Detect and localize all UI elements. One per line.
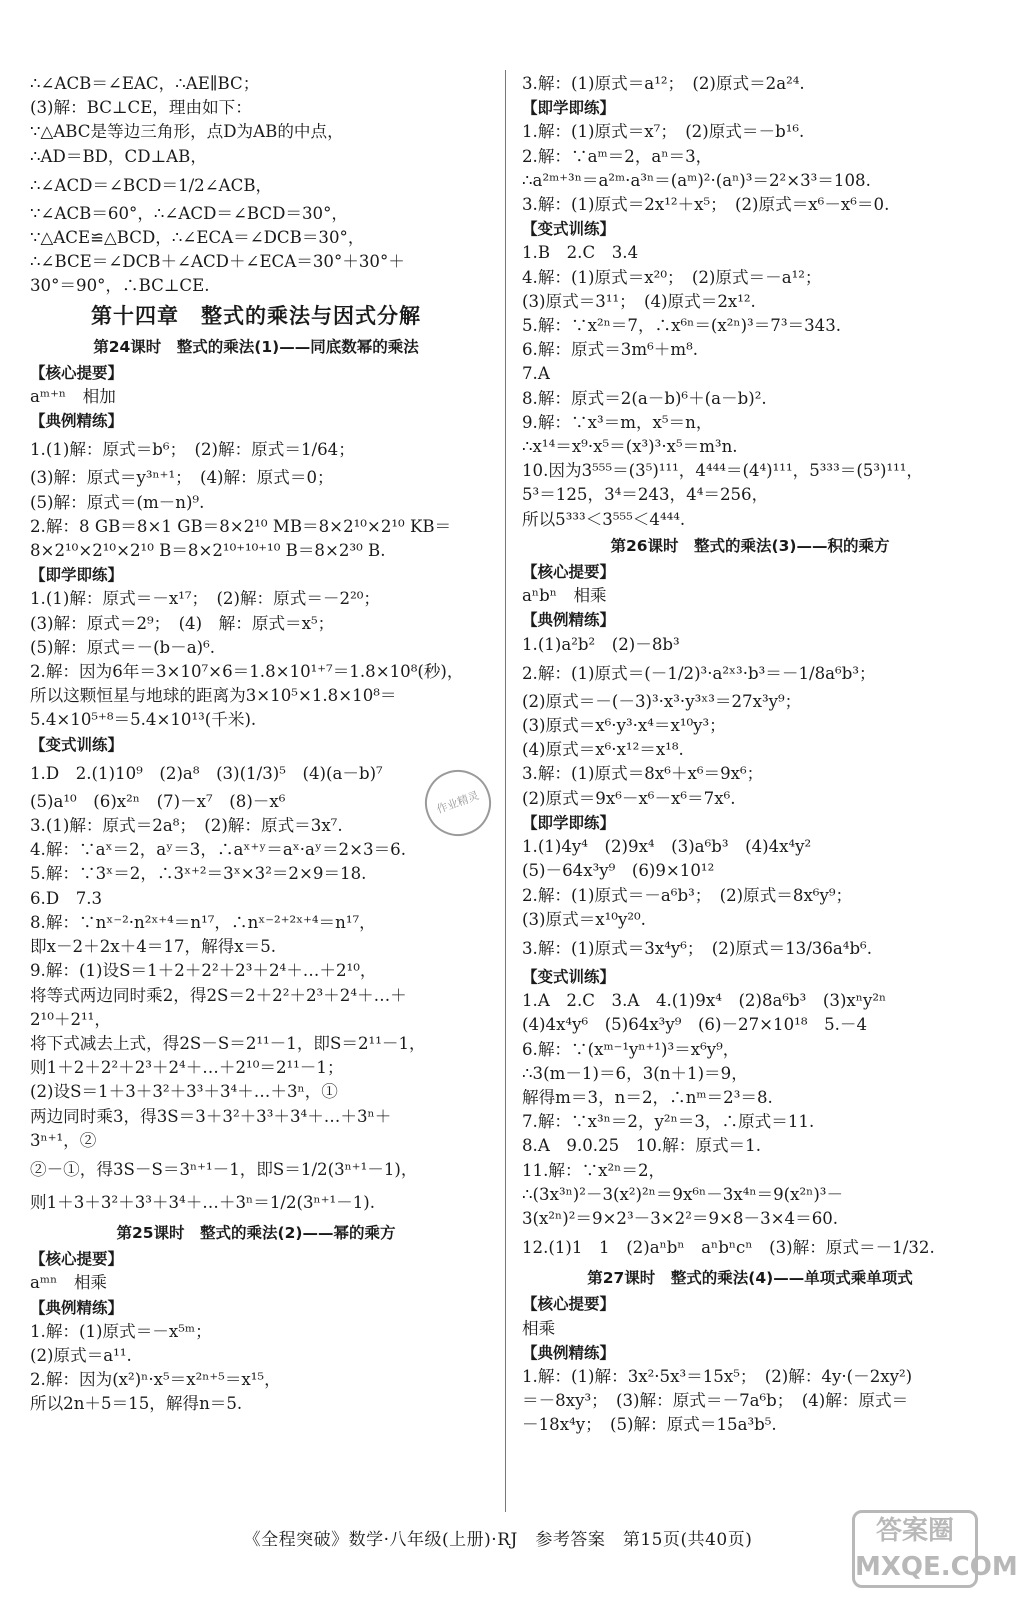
text-line: 3(x²ⁿ)²＝9×2³－3×2²＝9×8－3×4＝60. [522,1208,839,1228]
text-line: 则1＋2＋2²＋2³＋2⁴＋…＋2¹⁰＝2¹¹－1； [30,1058,344,1078]
watermark-text: 答案圈 MXQE.COM [855,1516,1018,1582]
section-heading: 【典例精练】 [522,1343,616,1362]
text-line: 7.A [522,364,550,384]
text-line: 3ⁿ⁺¹，② [30,1130,97,1150]
text-line: 1.解：(1)原式＝－x⁵ᵐ； [30,1321,212,1341]
text-line: 5³＝125，3⁴＝243，4⁴＝256， [522,485,769,505]
text-line: 1.(1)a²b² (2)－8b³ [522,634,680,654]
text-line: ∴(3x³ⁿ)²－3(x²)²ⁿ＝9x⁶ⁿ－3x⁴ⁿ＝9(x²ⁿ)³－ [522,1184,844,1204]
text-line: 即x－2＋2x＋4＝17，解得x＝5. [30,937,277,957]
text-line: ②－①，得3S－S＝3ⁿ⁺¹－1，即S＝1/2(3ⁿ⁺¹－1)， [30,1159,418,1179]
text-line: 将下式减去上式，得2S－S＝2¹¹－1，即S＝2¹¹－1， [30,1033,426,1053]
section-heading: 【变式训练】 [30,735,124,754]
text-line: 2.解：(1)原式＝－a⁶b³； (2)原式＝8x⁶y⁹； [522,885,853,905]
text-line: aᵐⁿ 相乘 [30,1273,108,1293]
text-line: 2.解：(1)原式＝(－1/2)³·a²ˣ³·b³＝－1/8a⁶b³； [522,663,876,683]
text-line: 3.(1)解：原式＝2a⁸； (2)解：原式＝3x⁷. [30,816,343,836]
text-line: 2.解：因为(x²)ⁿ·x⁵＝x²ⁿ⁺⁵＝x¹⁵， [30,1370,281,1390]
text-line: 8.解：∵nˣ⁻²·n²ˣ⁺⁴＝n¹⁷，∴nˣ⁻²⁺²ˣ⁺⁴＝n¹⁷， [30,912,376,932]
section-heading: 【典例精练】 [30,1298,124,1317]
text-line: ∴AD＝BD，CD⊥AB， [30,146,207,166]
text-line: 3.解：(1)原式＝8x⁶＋x⁶＝9x⁶； [522,764,764,784]
text-line: (5)－64x³y⁹ (6)9×10¹² [522,861,715,881]
section-heading: 【典例精练】 [30,412,124,431]
text-line: (3)解：原式＝2⁹； (4) 解：原式＝x⁵； [30,613,335,633]
section-heading: 【核心提要】 [522,1295,616,1314]
text-line: 将等式两边同时乘2，得2S＝2＋2²＋2³＋2⁴＋…＋ [30,985,407,1005]
text-line: 8.A 9.0.25 10.解：原式＝1. [522,1136,761,1156]
text-line: aⁿbⁿ 相乘 [522,586,607,606]
text-line: 30°＝90°，∴BC⊥CE. [30,276,210,296]
section-heading: 【核心提要】 [522,563,616,582]
text-line: 2.解：8 GB＝8×1 GB＝8×2¹⁰ MB＝8×2¹⁰×2¹⁰ KB＝ [30,516,452,536]
text-line: aᵐ⁺ⁿ 相加 [30,387,116,407]
text-line: ∴x¹⁴＝x⁹·x⁵＝(x³)³·x⁵＝m³n. [522,437,738,457]
text-line: 3.解：(1)原式＝a¹²； (2)原式＝2a²⁴. [522,74,805,93]
text-line: 8×2¹⁰×2¹⁰×2¹⁰ B＝8×2¹⁰⁺¹⁰⁺¹⁰ B＝8×2³⁰ B. [30,541,386,561]
text-line: 1.解：(1)原式＝x⁷； (2)原式＝－b¹⁶. [522,122,805,142]
text-line: (2)原式＝a¹¹. [30,1345,132,1365]
text-line: ∴∠BCE＝∠DCB＋∠ACD＋∠ECA＝30°＋30°＋ [30,252,405,272]
text-line: －18x⁴y； (5)解：原式＝15a³b⁵. [522,1415,777,1435]
section-heading: 【核心提要】 [30,363,124,382]
text-line: ∴a²ᵐ⁺³ⁿ＝a²ᵐ·a³ⁿ＝(aᵐ)²·(aⁿ)³＝2²×3³＝108. [522,170,871,190]
text-line: 所以5³³³＜3⁵⁵⁵＜4⁴⁴⁴. [522,509,686,529]
text-line: 6.D 7.3 [30,888,103,908]
text-line: 2.解：因为6年＝3×10⁷×6＝1.8×10¹⁺⁷＝1.8×10⁸(秒)， [30,662,464,682]
text-line: (2)原式＝9x⁶－x⁶－x⁶＝7x⁶. [522,788,736,808]
text-line: (3)原式＝x⁶·y³·x⁴＝x¹⁰y³； [522,716,726,736]
text-line: 2.解：∵aᵐ＝2，aⁿ＝3， [522,146,713,166]
text-line: 所以这颗恒星与地球的距离为3×10⁵×1.8×10⁸＝ [30,686,397,706]
text-line: ∵∠ACB＝60°，∴∠ACD＝∠BCD＝30°， [30,203,348,223]
text-line: 10.因为3⁵⁵⁵＝(3⁵)¹¹¹，4⁴⁴⁴＝(4⁴)¹¹¹，5³³³＝(5³)¹¹¹， [522,461,924,481]
text-line: (5)解：原式＝(m－n)⁹. [30,492,205,512]
text-line: (5)解：原式＝－(b－a)⁶. [30,637,216,657]
text-line: (4)4x⁴y⁶ (5)64x³y⁹ (6)－27×10¹⁸ 5.－4 [522,1015,868,1035]
lesson-title: 第24课时 整式的乘法(1)——同底数幂的乘法 [93,337,419,356]
text-line: 4.解：(1)原式＝x²⁰； (2)原式＝－a¹²； [522,267,822,287]
text-line: (3)解：原式＝y³ⁿ⁺¹； (4)解：原式＝0； [30,468,334,488]
text-line: 1.D 2.(1)10⁹ (2)a⁸ (3)(1/3)⁵ (4)(a－b)⁷ [30,763,383,783]
text-line: ∴∠ACD＝∠BCD＝1/2∠ACB， [30,175,273,195]
text-line: 6.解：∵(xᵐ⁻¹yⁿ⁺¹)³＝x⁶y⁹， [522,1039,740,1059]
text-line: 两边同时乘3，得3S＝3＋3²＋3³＋3⁴＋…＋3ⁿ＋ [30,1106,392,1126]
text-line: 11.解：∵x²ⁿ＝2， [522,1160,666,1180]
text-line: ∵△ABC是等边三角形，点D为AB的中点， [30,122,344,142]
text-line: 1.A 2.C 3.A 4.(1)9x⁴ (2)8a⁶b³ (3)xⁿy²ⁿ [522,991,887,1011]
lesson-title: 第26课时 整式的乘法(3)——积的乘方 [610,536,890,555]
text-line: 1.(1)解：原式＝b⁶； (2)解：原式＝1/64； [30,440,355,460]
text-line: 8.解：原式＝2(a－b)⁶＋(a－b)². [522,388,767,408]
text-line: 7.解：∵x³ⁿ＝2，y²ⁿ＝3，∴原式＝11. [522,1112,815,1132]
text-line: (4)原式＝x⁶·x¹²＝x¹⁸. [522,740,684,760]
text-line: ＝－8xy³； (3)解：原式＝－7a⁶b； (4)解：原式＝ [522,1391,909,1411]
stamp-text: 作业精灵 [434,788,481,817]
text-line: (5)a¹⁰ (6)x²ⁿ (7)－x⁷ (8)－x⁶ [30,791,286,811]
right-column [522,72,978,1438]
column-divider [505,70,506,1512]
text-line: ∵△ACE≌△BCD，∴∠ECA＝∠DCB＝30°， [30,228,365,248]
text-line: 5.4×10⁵⁺⁸＝5.4×10¹³(千米). [30,710,257,730]
page-footer: 《全程突破》数学·八年级(上册)·RJ 参考答案 第15页(共40页) [243,1530,753,1550]
text-line: 5.解：∵3ˣ＝2，∴3ˣ⁺²＝3ˣ×3²＝2×9＝18. [30,864,367,884]
text-line: 6.解：原式＝3m⁶＋m⁸. [522,340,699,360]
text-line: (3)原式＝3¹¹； (4)原式＝2x¹². [522,291,756,311]
section-heading: 【核心提要】 [30,1250,124,1269]
text-line: 12.(1)1 1 (2)aⁿbⁿ aⁿbⁿcⁿ (3)解：原式＝－1/32. [522,1238,935,1258]
section-heading: 【即学即练】 [30,566,124,585]
text-line: ∴3(m－1)＝6，3(n＋1)＝9， [522,1063,748,1083]
text-line: 9.解：(1)设S＝1＋2＋2²＋2³＋2⁴＋…＋2¹⁰， [30,961,377,981]
chapter-title: 第十四章 整式的乘法与因式分解 [91,303,421,328]
text-line: 1.(1)4y⁴ (2)9x⁴ (3)a⁶b³ (4)4x⁴y² [522,837,812,857]
text-line: 则1＋3＋3²＋3³＋3⁴＋…＋3ⁿ＝1/2(3ⁿ⁺¹－1). [30,1192,376,1212]
text-line: 3.解：(1)原式＝2x¹²＋x⁵； (2)原式＝x⁶－x⁶＝0. [522,195,890,215]
text-line: ∴∠ACB＝∠EAC，∴AE∥BC； [30,74,260,93]
section-heading: 【典例精练】 [522,611,616,630]
text-line: (2)原式＝－(－3)³·x³·y³ˣ³＝27x³y⁹； [522,691,802,711]
text-line: 3.解：(1)原式＝3x⁴y⁶； (2)原式＝13/36a⁴b⁶. [522,938,872,958]
text-line: 9.解：∵x³＝m，x⁵＝n， [522,412,713,432]
text-line: 1.(1)解：原式＝－x¹⁷； (2)解：原式＝－2²⁰； [30,589,380,609]
text-line: 1.解：(1)解：3x²·5x³＝15x⁵； (2)解：4y·(－2xy²) [522,1366,913,1386]
text-line: 5.解：∵x²ⁿ＝7，∴x⁶ⁿ＝(x²ⁿ)³＝7³＝343. [522,316,842,336]
left-column [30,72,482,1417]
section-heading: 【变式训练】 [522,220,616,239]
lesson-title: 第25课时 整式的乘法(2)——幂的乘方 [116,1223,396,1242]
text-line: 解得m＝3，n＝2，∴nᵐ＝2³＝8. [522,1087,773,1107]
text-line: (3)解：BC⊥CE，理由如下： [30,98,252,118]
section-heading: 【变式训练】 [522,967,616,986]
text-line: 2¹⁰＋2¹¹， [30,1009,111,1029]
text-line: (3)原式＝x¹⁰y²⁰. [522,909,646,929]
text-line: 1.B 2.C 3.4 [522,243,639,263]
text-line: 4.解：∵aˣ＝2，aʸ＝3，∴aˣ⁺ʸ＝aˣ·aʸ＝2×3＝6. [30,840,407,860]
lesson-title: 第27课时 整式的乘法(4)——单项式乘单项式 [587,1269,913,1288]
section-heading: 【即学即练】 [522,813,616,832]
section-heading: 【即学即练】 [522,99,616,118]
text-line: (2)设S＝1＋3＋3²＋3³＋3⁴＋…＋3ⁿ，① [30,1082,338,1102]
text-line: 相乘 [522,1318,556,1338]
text-line: 所以2n＋5＝15，解得n＝5. [30,1394,243,1414]
